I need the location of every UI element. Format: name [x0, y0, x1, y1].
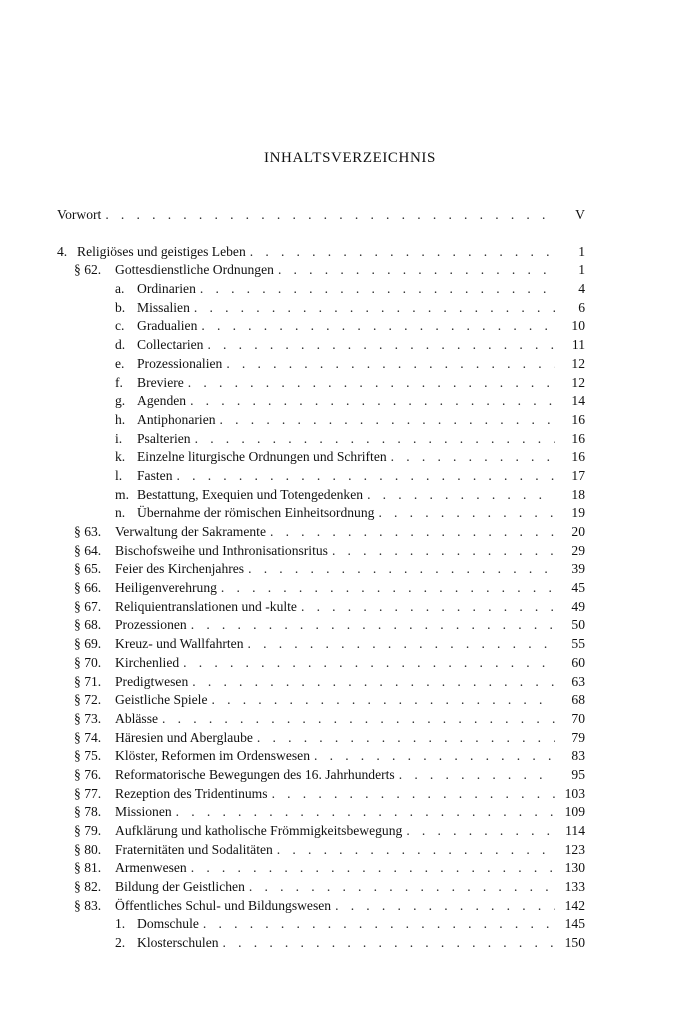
toc-entry	[57, 878, 585, 897]
toc-entry-number: § 64.	[74, 542, 102, 558]
dot-leader	[196, 280, 555, 299]
dot-leader	[208, 691, 556, 710]
dot-leader	[199, 915, 555, 934]
toc-entry-page-number: 49	[571, 598, 585, 614]
page-title: INHALTSVERZEICHNIS	[264, 150, 436, 166]
dot-leader	[245, 878, 555, 897]
toc-entry-page-number: 79	[571, 729, 585, 745]
toc-entry	[57, 673, 585, 692]
toc-entry	[57, 336, 585, 355]
toc-entry-page-number: 130	[564, 860, 585, 876]
toc-entry	[57, 616, 585, 635]
toc-entry-number: f.	[115, 374, 123, 390]
dot-leader	[395, 766, 555, 785]
toc-entry-title: Klöster, Reformen im Ordenswesen	[115, 748, 311, 764]
dot-leader	[197, 317, 555, 336]
toc-entry-number: § 70.	[74, 654, 102, 670]
toc-entry-page-number: 14	[571, 393, 585, 409]
toc-entry-page-number: 10	[571, 318, 585, 334]
toc-entry-page-number: 68	[571, 692, 585, 708]
toc-entry-title: Missalien	[137, 299, 190, 315]
toc-entry	[57, 934, 585, 953]
toc-entry-number: § 68.	[74, 617, 102, 633]
toc-entry-number: a.	[115, 281, 125, 297]
toc-entry-page-number: 16	[571, 430, 585, 446]
toc-entry	[57, 430, 585, 449]
toc-entry-number: 2.	[115, 935, 126, 951]
toc-entry-page-number: 16	[571, 411, 585, 427]
toc-entry-page-number: 63	[571, 673, 585, 689]
toc-entry-number: § 80.	[74, 841, 102, 857]
dot-leader	[363, 486, 555, 505]
dot-leader	[387, 448, 555, 467]
toc-entry-title: Klosterschulen	[137, 935, 219, 951]
dot-leader	[273, 841, 555, 860]
toc-entry-title: Heiligenverehrung	[115, 580, 217, 596]
toc-entry-title: Gottesdienstliche Ordnungen	[115, 262, 274, 278]
toc-entry	[57, 467, 585, 486]
toc-entry-number: § 73.	[74, 710, 102, 726]
toc-entry-title: Fraternitäten und Sodalitäten	[115, 841, 273, 857]
dot-leader	[328, 542, 555, 561]
toc-entry	[57, 598, 585, 617]
toc-entry	[57, 206, 585, 225]
toc-entry	[57, 859, 585, 878]
toc-entry	[57, 392, 585, 411]
toc-entry-number: 4.	[57, 243, 68, 259]
toc-entry-page-number: V	[575, 207, 585, 222]
toc-entry-number: e.	[115, 355, 125, 371]
toc-entry	[57, 729, 585, 748]
toc-entry-page-number: 1	[578, 262, 585, 278]
toc-entry-title: Breviere	[137, 374, 184, 390]
toc-entry-title: Verwaltung der Sakramente	[115, 524, 266, 539]
toc-entry-page-number: 12	[571, 374, 585, 390]
toc-entry-page-number: 123	[564, 841, 585, 857]
toc-entry-number: § 77.	[74, 785, 102, 801]
toc-entry-number: k.	[115, 449, 126, 465]
toc-entry	[57, 448, 585, 467]
toc-entry-page-number: 12	[571, 355, 585, 371]
dot-leader	[253, 729, 555, 748]
toc-entry-title: Geistliche Spiele	[115, 692, 208, 708]
toc-entry-page-number: 39	[571, 561, 585, 577]
dot-leader	[186, 392, 555, 411]
toc-entry-page-number: 20	[571, 524, 585, 539]
dot-leader	[217, 579, 555, 598]
toc-entry-page-number: 60	[571, 654, 585, 670]
toc-entry-title: Einzelne liturgische Ordnungen und Schriften	[137, 449, 387, 465]
toc-entry-number: d.	[115, 337, 126, 353]
toc-entry	[57, 691, 585, 710]
dot-leader	[297, 598, 555, 617]
toc-entry-title: Predigtwesen	[115, 673, 189, 689]
toc-entry-page-number: 109	[564, 804, 585, 820]
toc-entry-title: Bischofsweihe und Inthronisationsritus	[115, 542, 328, 558]
toc-entry	[57, 486, 585, 505]
toc-entry-title: Religiöses und geistiges Leben	[77, 243, 246, 259]
toc-entry-title: Collectarien	[137, 337, 204, 353]
toc-entry-page-number: 83	[571, 748, 585, 764]
dot-leader	[203, 336, 555, 355]
toc-entry	[57, 710, 585, 729]
toc-entry	[57, 355, 585, 374]
dot-leader	[246, 243, 555, 262]
toc-entry-number: m.	[115, 486, 129, 502]
dot-leader	[244, 635, 556, 654]
dot-leader	[331, 897, 555, 916]
toc-entry	[57, 747, 585, 766]
toc-entry-page-number: 11	[571, 337, 585, 353]
toc-entry-title: Kirchenlied	[115, 654, 180, 670]
dot-leader	[244, 560, 555, 579]
dot-leader	[222, 355, 555, 374]
toc-entry-page-number: 50	[571, 617, 585, 633]
toc-entry-page-number: 29	[571, 542, 585, 558]
toc-entry	[57, 841, 585, 860]
toc-entry-number: § 67.	[74, 598, 102, 614]
toc-entry-title: Ablässe	[115, 710, 159, 726]
toc-entry-number: § 78.	[74, 804, 102, 820]
toc-entry	[57, 579, 585, 598]
toc-entry-title: Reliquientranslationen und -kulte	[115, 598, 297, 614]
toc-entry-title: Armenwesen	[115, 860, 187, 876]
dot-leader	[101, 206, 555, 225]
dot-leader	[219, 934, 555, 953]
toc-entry-page-number: 45	[571, 580, 585, 596]
toc-entry-number: l.	[115, 467, 123, 483]
toc-entry-number: § 71.	[74, 673, 102, 689]
toc-entry-title: Feier des Kirchenjahres	[115, 561, 245, 577]
toc-entry-number: § 74.	[74, 729, 102, 745]
toc-entry-title: Kreuz- und Wallfahrten	[115, 636, 244, 652]
toc-entry-page-number: 17	[571, 467, 585, 483]
toc-entry-number: h.	[115, 411, 126, 427]
toc-entry	[57, 560, 585, 579]
toc-entry-number: § 81.	[74, 860, 102, 876]
dot-leader	[188, 673, 555, 692]
toc-entry	[57, 803, 585, 822]
toc-entry-page-number: 1	[578, 243, 585, 259]
dot-leader	[268, 785, 555, 804]
toc-entry-title: Öffentliches Schul- und Bildungswesen	[115, 897, 332, 913]
toc-entry-title: Ordinarien	[137, 281, 196, 297]
toc-entry-number: § 63.	[74, 524, 102, 539]
toc-entry-number: § 76.	[74, 766, 102, 782]
toc-entry-number: § 83.	[74, 897, 102, 913]
toc-entry-number: § 72.	[74, 692, 102, 708]
toc-entry-page-number: 142	[564, 897, 585, 913]
toc-entry-title: Prozessionen	[115, 617, 187, 633]
toc-entry-title: Gradualien	[137, 318, 198, 334]
dot-leader	[190, 299, 555, 318]
toc-entry	[57, 374, 585, 393]
toc-entry	[57, 411, 585, 430]
toc-entry-page-number: 114	[565, 823, 585, 838]
toc-entry	[57, 504, 585, 523]
dot-leader	[179, 654, 555, 673]
toc-entry-number: § 75.	[74, 748, 102, 764]
toc-entry-page-number: 18	[571, 486, 585, 502]
toc-entry	[57, 654, 585, 673]
dot-leader	[374, 504, 555, 523]
toc-entry	[57, 280, 585, 299]
dot-leader	[216, 411, 555, 430]
dot-leader	[158, 710, 555, 729]
toc-entry-title: Aufklärung und katholische Frömmigkeitsbewegung	[115, 823, 403, 838]
toc-entry-number: § 65.	[74, 561, 102, 577]
toc-entry	[57, 243, 585, 262]
toc-entry-page-number: 55	[571, 636, 585, 652]
toc-entry-page-number: 19	[571, 505, 585, 521]
toc-entry-number: g.	[115, 393, 126, 409]
toc-entry-number: i.	[115, 430, 123, 446]
dot-leader	[187, 616, 555, 635]
toc-entry-page-number: 16	[571, 449, 585, 465]
toc-entry-number: 1.	[115, 916, 126, 932]
toc-entry-page-number: 103	[564, 785, 585, 801]
toc-entry-page-number: 133	[564, 879, 585, 895]
toc-entry-title: Prozessionalien	[137, 355, 223, 371]
toc-entry	[57, 261, 585, 280]
dot-leader	[173, 467, 556, 486]
dot-leader	[191, 430, 555, 449]
toc-entry-title: Rezeption des Tridentinums	[115, 785, 268, 801]
toc-entry-title: Agenden	[137, 393, 187, 409]
toc-entry-page-number: 6	[578, 299, 585, 315]
toc-entry-title: Fasten	[137, 467, 173, 483]
toc-entry-page-number: 4	[578, 281, 585, 297]
toc-entry-title: Reformatorische Bewegungen des 16. Jahrhunderts	[115, 766, 395, 782]
toc-entry	[57, 785, 585, 804]
toc-entry-number: § 62.	[74, 262, 102, 278]
toc-entry-number: § 82.	[74, 879, 102, 895]
toc-entry	[57, 822, 585, 841]
toc-entry-title: Häresien und Aberglaube	[115, 729, 253, 745]
toc-entry-title: Missionen	[115, 804, 172, 820]
toc-entry-page-number: 150	[564, 935, 585, 951]
toc-entry	[57, 542, 585, 561]
toc-entry-title: Übernahme der römischen Einheitsordnung	[137, 505, 375, 521]
toc-entry	[57, 299, 585, 318]
toc-entry	[57, 523, 585, 542]
toc-entry-title: Psalterien	[137, 430, 191, 446]
toc-entry-number: b.	[115, 299, 126, 315]
dot-leader	[187, 859, 555, 878]
toc-entry	[57, 635, 585, 654]
toc-entry-page-number: 95	[571, 766, 585, 782]
toc-entry-title: Bestattung, Exequien und Totengedenken	[137, 486, 364, 502]
toc-entry	[57, 317, 585, 336]
toc-entry-number: n.	[115, 505, 126, 521]
toc-entry-number: c.	[115, 318, 125, 334]
dot-leader	[310, 747, 555, 766]
toc-entry-page-number: 70	[571, 710, 585, 726]
dot-leader	[274, 261, 555, 280]
toc-entry-page-number: 145	[564, 916, 585, 932]
toc-entry-number: § 79.	[74, 823, 102, 838]
toc-entry	[57, 915, 585, 934]
dot-leader	[402, 822, 555, 841]
dot-leader	[266, 523, 555, 542]
toc-entry-number: § 66.	[74, 580, 102, 596]
toc-entry	[57, 897, 585, 916]
toc-entry-title: Bildung der Geistlichen	[115, 879, 245, 895]
dot-leader	[184, 374, 555, 393]
table-of-contents	[57, 206, 585, 953]
toc-entry-title: Vorwort	[57, 207, 102, 222]
toc-entry-title: Domschule	[137, 916, 199, 932]
toc-entry	[57, 766, 585, 785]
toc-entry-number: § 69.	[74, 636, 102, 652]
dot-leader	[172, 803, 555, 822]
toc-entry-title: Antiphonarien	[137, 411, 216, 427]
